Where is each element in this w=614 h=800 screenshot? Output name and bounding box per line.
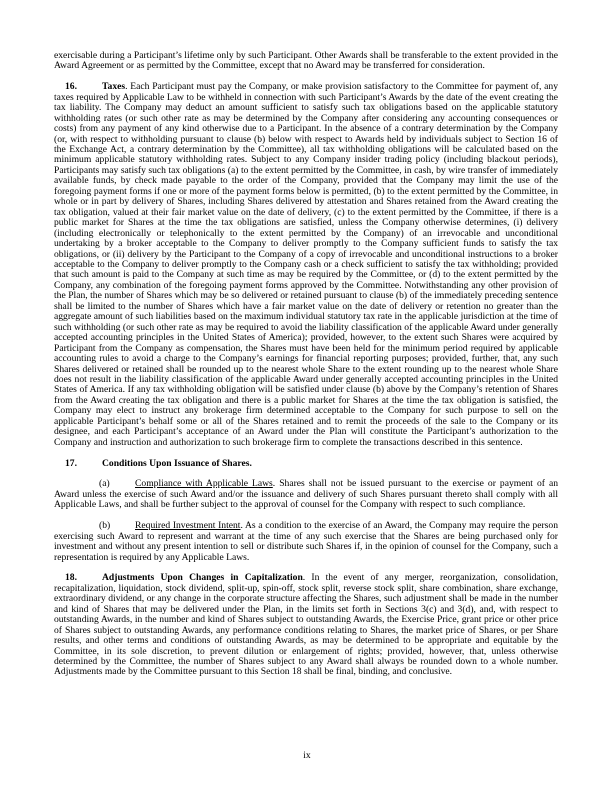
section-16-body: . Each Participant must pay the Company, or make provision satisfactory to the Committee for payment of, any taxes required by Applicable Law to be withheld in connection with such Participant’s Awards by the date of the event creating the tax liability. The Company may deduct an amount sufficient to satisfy such tax obligations based on the applicable statutory withholding rates (or such other rate as may be determined by the Company after considering any accounting consequences or costs) from any payment of any kind otherwise due to a Participant. In the absence of a contrary determination by the Company (or, with respect to withholding pursuant to clause (b) below with respect to Awards held by individuals subject to Section 16 of the Exchange Act, a contrary determination by the Committee), all tax withholding obligations will be calculated based on the minimum applicable statutory withholding rates. Subject to any Company insider trading policy (including blackout periods), Participants may satisfy such tax obligations (a) to the extent permitted by the Committee, in cash, by wire transfer of immediately available funds, by check made payable to the order of the Company, provided that the Company may limit the use of the foregoing payment forms if one or more of the payment forms below is permitted, (b) to the extent permitted by the Committee, in whole or in part by delivery of Shares, including Shares delivered by attestation and Shares retained from the Award creating the tax obligation, valued at their fair market value on the date of delivery, (c) to the extent permitted by the Committee, if there is a public market for Shares at the time the tax obligations are satisfied, unless the Company otherwise determines, (i) delivery (including electronically or telephonically to the extent permitted by the Company) of an irrevocable and unconditional undertaking by a broker acceptable to the Company to deliver promptly to the Company sufficient funds to satisfy the tax obligations, or (ii) delivery by the Participant to the Company of a copy of irrevocable and unconditional instructions to a broker acceptable to the Company to deliver promptly to the Company cash or a check sufficient to satisfy the tax withholding; provided that such amount is paid to the Company at such time as may be required by the Committee, or (d) to the extent permitted by the Company, any combination of the foregoing payment forms approved by the Committee. Notwithstanding any other provision of the Plan, the number of Shares which may be so delivered or retained pursuant to clause (b) of the immediately preceding sentence shall be limited to the number of Shares which have a fair market value on the date of delivery or retention no greater than the aggregate amount of such liabilities based on the maximum individual statutory tax rate in the applicable jurisdiction at the time of such withholding (or such other rate as may be required to avoid the liability classification of the applicable Award under generally accepted accounting principles in the United States of America); provided, however, to the extent such Shares were acquired by Participant from the Company as compensation, the Shares must have been held for the minimum period required by applicable accounting rules to avoid a charge to the Company’s earnings for financial reporting purposes; provided, further, that, any such Shares delivered or retained shall be rounded up to the nearest whole Share to the extent rounding up to the nearest whole Share does not result in the liability classification of the applicable Award under generally accepted accounting principles in the United States of America. If any tax withholding obligation will be satisfied under clause (b) above by the Company’s retention of Shares from the Award creating the tax obligation and there is a public market for Shares at the time the tax obligation is satisfied, the Company may elect to instruct any brokerage firm determined acceptable to the Company for such purpose to sell on the applicable Participant’s behalf some or all of the Shares retained and to remit the proceeds of the sale to the Company or its designee, and each Participant’s acceptance of an Award under the Plan will constitute the Participant’s authorization to the Company and instruction and authorization to such brokerage firm to complete the transactions described in this sentence. bbox=[54, 81, 558, 448]
paragraph-intro: exercisable during a Participant’s lifetime only by such Participant. Other Awards shall be transferable to the extent provided in the Award Agreement or as permitted by the Committee, except that no Award may be transferred for consideration. bbox=[54, 50, 558, 72]
page-number: ix bbox=[303, 750, 311, 761]
section-17-heading: Conditions Upon Issuance of Shares. bbox=[102, 457, 252, 469]
section-17b-heading: Required Investment Intent bbox=[135, 520, 241, 532]
section-18-body: . In the event of any merger, reorganization, consolidation, recapitalization, liquidation, stock dividend, split-up, spin-off, stock split, reverse stock split, share combination, share exchange, extraordinary dividend, or any change in the corporate structure affecting the Shares, such adjustment shall be made in the number and kind of Shares that may be delivered under the Plan, in the limits set forth in Sections 3(c) and 3(d), and, with respect to outstanding Awards, in the number and kind of Shares subject to outstanding Awards, the Exercise Price, grant price or other price of Shares subject to outstanding Awards, any performance conditions relating to Shares, the market price of Shares, or per Share results, and other terms and conditions of outstanding Awards, as may be determined to be appropriate and equitable by the Committee, in its sole discretion, to prevent dilution or enlargement of rights; provided, however, that, unless otherwise determined by the Committee, the number of Shares subject to any Award shall always be rounded down to a whole number. Adjustments made by the Committee pursuant to this Section 18 shall be final, binding, and conclusive. bbox=[54, 572, 558, 678]
section-17a-number: (a) bbox=[99, 478, 110, 490]
section-18 bbox=[54, 573, 558, 678]
section-17a bbox=[54, 479, 558, 510]
section-17a-body: . Shares shall not be issued pursuant to the exercise or payment of an Award unless the exercise of such Award and/or the issuance and delivery of such Shares pursuant thereto shall comply with all Applicable Laws, and shall be further subject to the approval of counsel for the Company with respect to such compliance. bbox=[54, 478, 558, 511]
section-17-number: 17. bbox=[65, 457, 77, 469]
section-18-heading: Adjustments Upon Changes in Capitalization bbox=[102, 572, 303, 584]
section-17a-heading: Compliance with Applicable Laws bbox=[135, 478, 273, 490]
section-17 bbox=[54, 459, 558, 469]
section-16-heading: Taxes bbox=[102, 81, 126, 93]
section-16 bbox=[54, 82, 558, 448]
section-17b bbox=[54, 521, 558, 563]
section-18-number: 18. bbox=[65, 572, 77, 584]
section-17b-body: . As a condition to the exercise of an Award, the Company may require the person exercising such Award to represent and warrant at the time of any such exercise that the Shares are being purchased only for investment and without any present intention to sell or distribute such Shares if, in the opinion of counsel for the Company, such a representation is required by any Applicable Laws. bbox=[54, 520, 558, 563]
section-16-number: 16. bbox=[65, 81, 77, 93]
section-17b-number: (b) bbox=[99, 520, 111, 532]
